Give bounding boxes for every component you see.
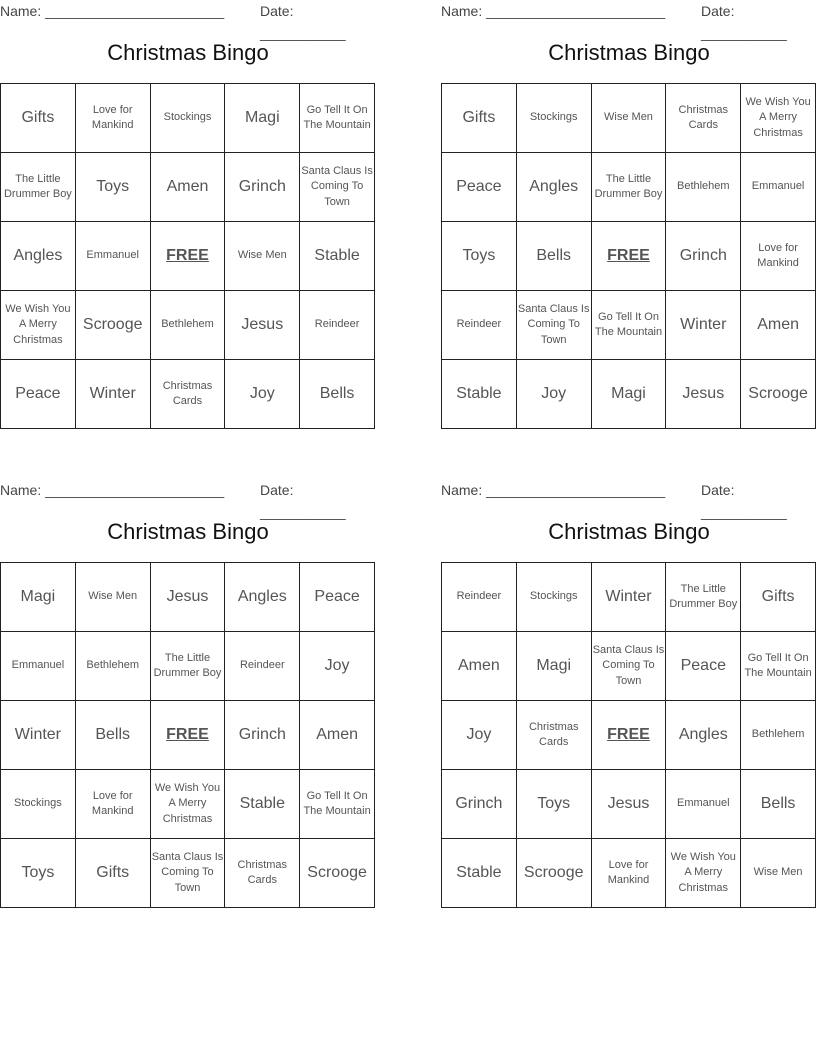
bingo-cell: Bells [300,360,375,429]
name-field-label: Name: _______________________ [0,482,225,498]
grid-row [442,839,816,908]
bingo-cell: Joy [300,632,375,701]
bingo-cell: Stockings [150,84,225,153]
free-space-cell: FREE [591,222,666,291]
bingo-cell: Christmas Cards [150,360,225,429]
bingo-cell: Scrooge [300,839,375,908]
bingo-cell: Grinch [442,770,517,839]
bingo-cell: Gifts [75,839,150,908]
bingo-cell: Christmas Cards [666,84,741,153]
bingo-cell: Joy [442,701,517,770]
bingo-cell: Amen [300,701,375,770]
bingo-cell: Santa Claus Is Coming To Town [150,839,225,908]
bingo-cell: Emmanuel [75,222,150,291]
bingo-card-3 [0,479,376,894]
bingo-cell: Joy [516,360,591,429]
bingo-cell: Reindeer [300,291,375,360]
card-title: Christmas Bingo [548,40,710,65]
bingo-cell: Bethlehem [741,701,816,770]
bingo-cell: Love for Mankind [591,839,666,908]
grid-row [1,563,375,632]
grid-row [1,291,375,360]
bingo-cell: Reindeer [225,632,300,701]
bingo-cell: Reindeer [442,291,517,360]
bingo-cell: Stockings [516,563,591,632]
bingo-cell: Love for Mankind [741,222,816,291]
bingo-cell: Go Tell It On The Mountain [300,770,375,839]
bingo-cell: Grinch [225,153,300,222]
grid-row [442,632,816,701]
bingo-cell: Love for Mankind [75,84,150,153]
date-field-label: Date: ___________ [260,482,346,520]
card-info-line [0,479,376,520]
bingo-cell: Go Tell It On The Mountain [300,84,375,153]
bingo-cell: Christmas Cards [225,839,300,908]
bingo-cell: Angles [516,153,591,222]
bingo-cell: Winter [666,291,741,360]
bingo-cell: Magi [1,563,76,632]
bingo-cell: Angles [666,701,741,770]
bingo-card-1 [0,0,376,407]
bingo-cell: Magi [225,84,300,153]
bingo-cell: The Little Drummer Boy [591,153,666,222]
bingo-cell: We Wish You A Merry Christmas [666,839,741,908]
bingo-cell: Stable [442,360,517,429]
bingo-cell: Santa Claus Is Coming To Town [591,632,666,701]
grid-row [442,84,816,153]
bingo-cell: Stable [225,770,300,839]
name-field-label: Name: _______________________ [0,3,225,19]
bingo-cell: Wise Men [591,84,666,153]
bingo-cell: Gifts [442,84,517,153]
bingo-cell: Winter [591,563,666,632]
bingo-cell: Amen [150,153,225,222]
bingo-cell: Gifts [741,563,816,632]
bingo-cell: Toys [442,222,517,291]
bingo-cell: Grinch [225,701,300,770]
date-field-label: Date: ___________ [260,3,346,41]
bingo-cell: Scrooge [516,839,591,908]
bingo-cell: Love for Mankind [75,770,150,839]
bingo-cell: We Wish You A Merry Christmas [741,84,816,153]
bingo-cell: Grinch [666,222,741,291]
free-space-cell: FREE [150,222,225,291]
bingo-cell: Wise Men [225,222,300,291]
bingo-cell: Toys [75,153,150,222]
bingo-cell: We Wish You A Merry Christmas [1,291,76,360]
bingo-cell: Peace [442,153,517,222]
bingo-grid [441,562,816,908]
bingo-cell: Go Tell It On The Mountain [741,632,816,701]
bingo-cell: Bethlehem [75,632,150,701]
bingo-cell: Wise Men [741,839,816,908]
date-field-label: Date: ___________ [701,3,787,41]
grid-row [1,360,375,429]
card-title: Christmas Bingo [107,40,269,65]
bingo-cell: The Little Drummer Boy [150,632,225,701]
card-info-line [441,0,816,41]
bingo-cell: Angles [225,563,300,632]
bingo-cell: Go Tell It On The Mountain [591,291,666,360]
bingo-cell: We Wish You A Merry Christmas [150,770,225,839]
bingo-cell: Emmanuel [666,770,741,839]
grid-row [442,701,816,770]
bingo-cell: Jesus [225,291,300,360]
grid-row [1,153,375,222]
bingo-cell: Amen [442,632,517,701]
bingo-cell: Stockings [516,84,591,153]
card-title: Christmas Bingo [107,519,269,544]
bingo-cell: Magi [516,632,591,701]
bingo-cell: Gifts [1,84,76,153]
bingo-cell: Santa Claus Is Coming To Town [300,153,375,222]
card-title: Christmas Bingo [548,519,710,544]
bingo-cell: Stable [300,222,375,291]
bingo-cell: Winter [1,701,76,770]
name-field-label: Name: _______________________ [441,3,666,19]
bingo-card-4 [441,479,816,894]
bingo-cell: Angles [1,222,76,291]
card-info-line [0,0,376,41]
grid-row [1,84,375,153]
free-space-cell: FREE [150,701,225,770]
date-field-label: Date: ___________ [701,482,787,520]
card-info-line [441,479,816,520]
bingo-cell: Peace [300,563,375,632]
grid-row [442,770,816,839]
bingo-cell: Bells [741,770,816,839]
bingo-cell: Reindeer [442,563,517,632]
bingo-cell: The Little Drummer Boy [666,563,741,632]
bingo-cell: Wise Men [75,563,150,632]
bingo-cell: Emmanuel [1,632,76,701]
bingo-cell: Joy [225,360,300,429]
bingo-cell: Scrooge [741,360,816,429]
bingo-cell: Emmanuel [741,153,816,222]
bingo-cell: Bells [75,701,150,770]
bingo-cell: Toys [516,770,591,839]
bingo-cell: Amen [741,291,816,360]
bingo-cell: Jesus [150,563,225,632]
name-field-label: Name: _______________________ [441,482,666,498]
bingo-cell: Magi [591,360,666,429]
grid-row [1,632,375,701]
bingo-card-2 [441,0,816,402]
grid-row [442,360,816,429]
bingo-cell: Peace [666,632,741,701]
grid-row [442,291,816,360]
bingo-cell: The Little Drummer Boy [1,153,76,222]
grid-row [1,770,375,839]
bingo-cell: Bethlehem [150,291,225,360]
grid-row [1,839,375,908]
grid-row [1,701,375,770]
bingo-cell: Peace [1,360,76,429]
grid-row [442,153,816,222]
grid-row [442,563,816,632]
bingo-cell: Santa Claus Is Coming To Town [516,291,591,360]
bingo-cell: Bethlehem [666,153,741,222]
bingo-cell: Scrooge [75,291,150,360]
bingo-cell: Christmas Cards [516,701,591,770]
bingo-cell: Jesus [591,770,666,839]
bingo-grid [441,83,816,429]
bingo-grid [0,562,375,908]
bingo-cell: Jesus [666,360,741,429]
grid-row [442,222,816,291]
bingo-cell: Bells [516,222,591,291]
bingo-cell: Winter [75,360,150,429]
bingo-cell: Stockings [1,770,76,839]
free-space-cell: FREE [591,701,666,770]
bingo-grid [0,83,375,429]
bingo-cell: Stable [442,839,517,908]
bingo-cell: Toys [1,839,76,908]
grid-row [1,222,375,291]
